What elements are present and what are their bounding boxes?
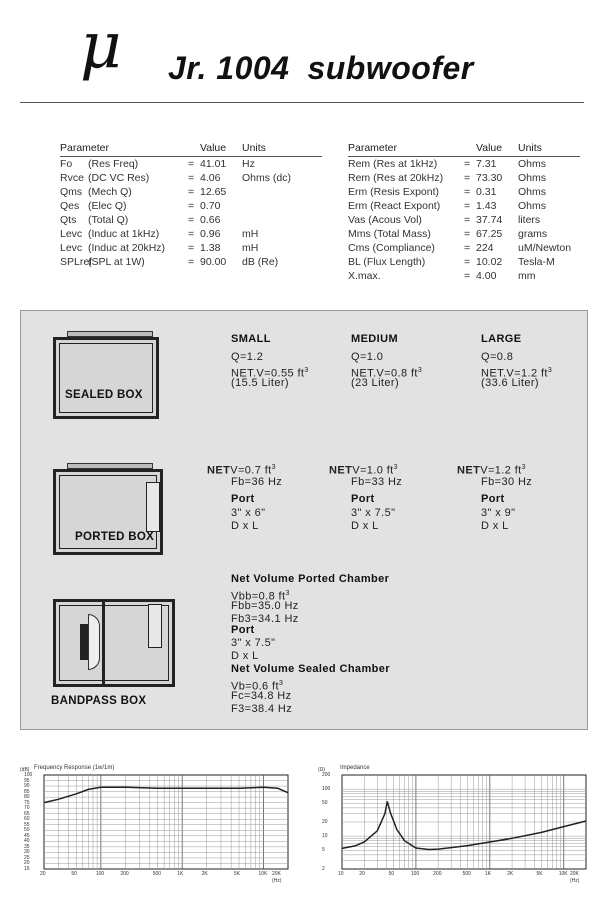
param-equals: = bbox=[188, 172, 195, 184]
x-tick-label: 100 bbox=[95, 871, 105, 877]
y-tick-label: 35 bbox=[24, 843, 30, 850]
x-tick-label: 5K bbox=[234, 871, 241, 877]
ported-option-3-fb: Fb=30 Hz bbox=[481, 476, 533, 488]
param-description: (Induc at 1kHz) bbox=[88, 228, 160, 240]
ported-option-2-fb: Fb=33 Hz bbox=[351, 476, 403, 488]
bandpass-f3: F3=38.4 Hz bbox=[231, 703, 293, 715]
param-unit: Ohms bbox=[518, 158, 547, 170]
param-description: (Res Freq) bbox=[88, 158, 139, 170]
table-row bbox=[348, 157, 580, 171]
param-unit: liters bbox=[518, 214, 541, 226]
param-equals: = bbox=[464, 228, 471, 240]
header-units: Units bbox=[518, 142, 542, 154]
bandpass-ported-title: Net Volume Ported Chamber bbox=[231, 573, 390, 585]
chart-title: Impedance bbox=[340, 765, 370, 771]
header-units: Units bbox=[242, 142, 266, 154]
page-title bbox=[168, 50, 474, 87]
model-name: Jr. 1004 bbox=[168, 50, 290, 86]
table-row bbox=[60, 255, 322, 269]
y-tick-label: 75 bbox=[24, 799, 30, 806]
ported-option-3-netv: NETV=1.2 $ft^3$ bbox=[457, 464, 526, 477]
impedance-chart bbox=[316, 765, 588, 885]
table-row bbox=[60, 157, 322, 171]
port-tube bbox=[146, 482, 160, 532]
ported-box-label: PORTED BOX bbox=[75, 531, 155, 543]
param-description: (DC VC Res) bbox=[88, 172, 150, 184]
parameter-table-right bbox=[348, 140, 580, 283]
y-tick-label: 25 bbox=[24, 854, 30, 861]
param-description: Rem (Res at 1kHz) bbox=[348, 158, 438, 170]
y-tick-label: 65 bbox=[24, 810, 30, 817]
table-row bbox=[348, 185, 580, 199]
bandpass-port-dims: D x L bbox=[231, 650, 259, 662]
plot-area bbox=[44, 775, 288, 869]
y-tick-label: 60 bbox=[24, 816, 30, 823]
param-equals: = bbox=[188, 242, 195, 254]
table-row bbox=[60, 213, 322, 227]
x-tick-label: 200 bbox=[433, 871, 442, 877]
param-symbol: SPLref bbox=[60, 256, 93, 268]
param-value: 1.38 bbox=[200, 242, 221, 254]
bandpass-port-title: Port bbox=[231, 624, 255, 636]
ported-option-2-dims: D x L bbox=[351, 520, 379, 532]
y-tick-label: 100 bbox=[24, 772, 33, 778]
sealed-large-title: LARGE bbox=[481, 333, 522, 345]
ported-option-3-dims: D x L bbox=[481, 520, 509, 532]
x-tick-label: 500 bbox=[152, 871, 162, 877]
bandpass-fb3: Fb3=34.1 Hz bbox=[231, 613, 299, 625]
y-tick-label: 45 bbox=[24, 832, 30, 839]
param-description: Erm (React Expont) bbox=[348, 200, 441, 212]
y-tick-label: 70 bbox=[24, 805, 30, 812]
frequency-response-chart bbox=[18, 765, 290, 885]
param-description: (SPL at 1W) bbox=[88, 256, 145, 268]
x-tick-label: 10K bbox=[558, 871, 568, 877]
brand-logo: μ bbox=[80, 9, 122, 83]
table-row bbox=[348, 199, 580, 213]
y-tick-label: 20 bbox=[322, 819, 328, 825]
bandpass-vb: Vb=0.6 $ft^3$ bbox=[231, 680, 284, 693]
x-tick-label: 1K bbox=[484, 871, 491, 877]
y-tick-label: 5 bbox=[322, 847, 325, 854]
chart-svg bbox=[316, 765, 588, 885]
ported-option-1-fb: Fb=36 Hz bbox=[231, 476, 283, 488]
param-symbol: Rvce bbox=[60, 172, 84, 184]
y-tick-label: 100 bbox=[322, 786, 331, 793]
param-description: (Elec Q) bbox=[88, 200, 127, 212]
param-description: Rem (Res at 20kHz) bbox=[348, 172, 444, 184]
param-value: 0.70 bbox=[200, 200, 221, 212]
x-tick-label: 20 bbox=[359, 871, 365, 877]
table-header bbox=[60, 140, 322, 157]
param-value: 90.00 bbox=[200, 256, 227, 268]
chart-title: Frequency Response (1w/1m) bbox=[34, 765, 115, 771]
header-value: Value bbox=[476, 142, 503, 154]
port-tube bbox=[148, 604, 162, 648]
y-tick-label: 50 bbox=[24, 827, 30, 834]
x-tick-label: 2K bbox=[201, 871, 208, 877]
y-tick-label: 20 bbox=[24, 860, 30, 867]
param-value: 41.01 bbox=[200, 158, 227, 170]
speaker-cone-icon bbox=[88, 614, 100, 670]
y-tick-label: 30 bbox=[24, 849, 30, 856]
table-header bbox=[348, 140, 580, 157]
param-equals: = bbox=[188, 214, 195, 226]
param-symbol: Levc bbox=[60, 242, 83, 254]
ported-option-2-port-title: Port bbox=[351, 493, 375, 505]
param-unit: mH bbox=[242, 242, 259, 254]
table-row bbox=[60, 241, 322, 255]
param-equals: = bbox=[464, 186, 471, 198]
param-equals: = bbox=[464, 242, 471, 254]
param-value: 0.66 bbox=[200, 214, 221, 226]
sealed-large-net: NET.V=1.2 $ft^3$ bbox=[481, 367, 553, 380]
param-equals: = bbox=[188, 256, 195, 268]
sealed-medium-q: Q=1.0 bbox=[351, 351, 384, 363]
param-symbol: Qts bbox=[60, 214, 77, 226]
param-value: 1.43 bbox=[476, 200, 497, 212]
x-tick-label: 10 bbox=[338, 871, 344, 877]
param-description: (Total Q) bbox=[88, 214, 129, 226]
table-row bbox=[348, 241, 580, 255]
product-type: subwoofer bbox=[307, 50, 474, 86]
ported-option-1-netv: NETV=0.7 $ft^3$ bbox=[207, 464, 276, 477]
y-axis-label: (Ω) bbox=[318, 767, 326, 773]
param-unit: Ohms bbox=[518, 172, 547, 184]
param-value: 224 bbox=[476, 242, 494, 254]
param-unit: Tesla-M bbox=[518, 256, 555, 268]
sealed-small-liters: (15.5 Liter) bbox=[231, 377, 289, 389]
x-tick-label: 10K bbox=[258, 871, 268, 877]
sealed-box-label: SEALED BOX bbox=[65, 389, 143, 401]
x-axis-label: (Hz) bbox=[272, 878, 282, 884]
param-equals: = bbox=[464, 214, 471, 226]
enclosure-panel bbox=[20, 310, 588, 730]
sealed-small-q: Q=1.2 bbox=[231, 351, 264, 363]
sealed-small-title: SMALL bbox=[231, 333, 271, 345]
param-description: (Mech Q) bbox=[88, 186, 132, 198]
y-tick-label: 90 bbox=[24, 783, 30, 790]
ported-option-3-size: 3" x 9" bbox=[481, 507, 516, 519]
param-description: BL (Flux Length) bbox=[348, 256, 426, 268]
param-value: 0.96 bbox=[200, 228, 221, 240]
param-unit: dB (Re) bbox=[242, 256, 279, 268]
x-tick-label: 100 bbox=[410, 871, 420, 877]
x-tick-label: 200 bbox=[120, 871, 129, 877]
x-tick-label: 50 bbox=[71, 871, 77, 877]
table-row bbox=[348, 269, 580, 283]
param-equals: = bbox=[464, 172, 471, 184]
header-value: Value bbox=[200, 142, 227, 154]
ported-option-1-port-title: Port bbox=[231, 493, 255, 505]
header-divider bbox=[20, 102, 584, 103]
sealed-medium-net: NET.V=0.8 $ft^3$ bbox=[351, 367, 423, 380]
table-row bbox=[348, 255, 580, 269]
param-equals: = bbox=[188, 228, 195, 240]
y-tick-label: 80 bbox=[24, 794, 30, 801]
param-value: 10.02 bbox=[476, 256, 503, 268]
table-row bbox=[348, 171, 580, 185]
x-tick-label: 500 bbox=[462, 871, 471, 877]
bandpass-fbb: Fbb=35.0 Hz bbox=[231, 600, 299, 612]
parameter-section bbox=[0, 140, 600, 290]
param-value: 67.25 bbox=[476, 228, 503, 240]
param-equals: = bbox=[464, 200, 471, 212]
bandpass-box-drawing bbox=[53, 599, 175, 687]
y-axis-label: (dB) bbox=[20, 767, 30, 773]
param-unit: uM/Newton bbox=[518, 242, 572, 254]
param-description: Mms (Total Mass) bbox=[348, 228, 431, 240]
param-unit: grams bbox=[518, 228, 548, 240]
y-tick-label: 15 bbox=[24, 866, 30, 872]
x-tick-label: 2K bbox=[507, 871, 514, 877]
param-unit: Ohms bbox=[518, 186, 547, 198]
speaker-magnet-icon bbox=[80, 624, 88, 660]
table-row bbox=[60, 227, 322, 241]
param-value: 73.30 bbox=[476, 172, 503, 184]
param-equals: = bbox=[188, 158, 195, 170]
chart-svg bbox=[18, 765, 290, 885]
param-equals: = bbox=[464, 158, 471, 170]
sealed-medium-title: MEDIUM bbox=[351, 333, 399, 345]
ported-option-1-dims: D x L bbox=[231, 520, 259, 532]
param-description: Cms (Compliance) bbox=[348, 242, 435, 254]
param-value: 7.31 bbox=[476, 158, 497, 170]
y-tick-label: 50 bbox=[322, 800, 328, 807]
header bbox=[0, 0, 600, 110]
param-equals: = bbox=[188, 200, 195, 212]
bandpass-fc: Fc=34.8 Hz bbox=[231, 690, 292, 702]
sealed-small-net: NET.V=0.55 $ft^3$ bbox=[231, 367, 309, 380]
ported-option-2-size: 3" x 7.5" bbox=[351, 507, 396, 519]
param-equals: = bbox=[188, 186, 195, 198]
bandpass-box-label: BANDPASS BOX bbox=[51, 695, 147, 707]
sealed-large-q: Q=0.8 bbox=[481, 351, 514, 363]
param-description: (Induc at 20kHz) bbox=[88, 242, 166, 254]
param-description: X.max. bbox=[348, 270, 381, 282]
param-value: 12.65 bbox=[200, 186, 227, 198]
x-axis-label: (Hz) bbox=[570, 878, 580, 884]
table-row bbox=[348, 227, 580, 241]
param-unit: Ohms bbox=[518, 200, 547, 212]
bandpass-vbb: Vbb=0.8 $ft^3$ bbox=[231, 590, 290, 603]
param-symbol: Fo bbox=[60, 158, 73, 170]
bandpass-sealed-title: Net Volume Sealed Chamber bbox=[231, 663, 390, 675]
param-symbol: Levc bbox=[60, 228, 83, 240]
sealed-medium-liters: (23 Liter) bbox=[351, 377, 400, 389]
y-tick-label: 200 bbox=[322, 772, 331, 778]
x-tick-label: 20K bbox=[570, 871, 579, 877]
ported-option-1-size: 3" x 6" bbox=[231, 507, 266, 519]
param-value: 4.00 bbox=[476, 270, 497, 282]
y-tick-label: 40 bbox=[24, 838, 30, 845]
ported-option-2-netv: NETV=1.0 $ft^3$ bbox=[329, 464, 398, 477]
param-unit: Hz bbox=[242, 158, 255, 170]
x-tick-label: 20 bbox=[40, 871, 46, 877]
param-value: 0.31 bbox=[476, 186, 497, 198]
x-tick-label: 5K bbox=[536, 871, 543, 877]
x-tick-label: 1K bbox=[177, 871, 184, 877]
header-parameter: Parameter bbox=[60, 142, 110, 154]
table-row bbox=[60, 199, 322, 213]
y-tick-label: 2 bbox=[322, 866, 325, 872]
x-tick-label: 20K bbox=[272, 871, 281, 877]
param-unit: mH bbox=[242, 228, 259, 240]
param-symbol: Qes bbox=[60, 200, 80, 212]
table-row bbox=[60, 185, 322, 199]
chamber-divider bbox=[102, 602, 105, 684]
sealed-large-liters: (33.6 Liter) bbox=[481, 377, 539, 389]
y-tick-label: 10 bbox=[322, 833, 328, 840]
y-tick-label: 85 bbox=[24, 788, 30, 795]
param-equals: = bbox=[464, 270, 471, 282]
bandpass-port-size: 3" x 7.5" bbox=[231, 637, 276, 649]
x-tick-label: 50 bbox=[388, 871, 395, 877]
param-description: Erm (Resis Expont) bbox=[348, 186, 440, 198]
table-row bbox=[348, 213, 580, 227]
parameter-table-left bbox=[60, 140, 322, 269]
param-value: 4.06 bbox=[200, 172, 221, 184]
header-parameter: Parameter bbox=[348, 142, 398, 154]
y-tick-label: 55 bbox=[24, 821, 30, 828]
param-value: 37.74 bbox=[476, 214, 503, 226]
ported-option-3-port-title: Port bbox=[481, 493, 505, 505]
table-row bbox=[60, 171, 322, 185]
param-description: Vas (Acous Vol) bbox=[348, 214, 422, 226]
param-unit: mm bbox=[518, 270, 536, 282]
param-equals: = bbox=[464, 256, 471, 268]
param-symbol: Qms bbox=[60, 186, 83, 198]
param-unit: Ohms (dc) bbox=[242, 172, 292, 184]
sealed-box-drawing bbox=[53, 337, 159, 419]
y-tick-label: 95 bbox=[24, 777, 30, 784]
